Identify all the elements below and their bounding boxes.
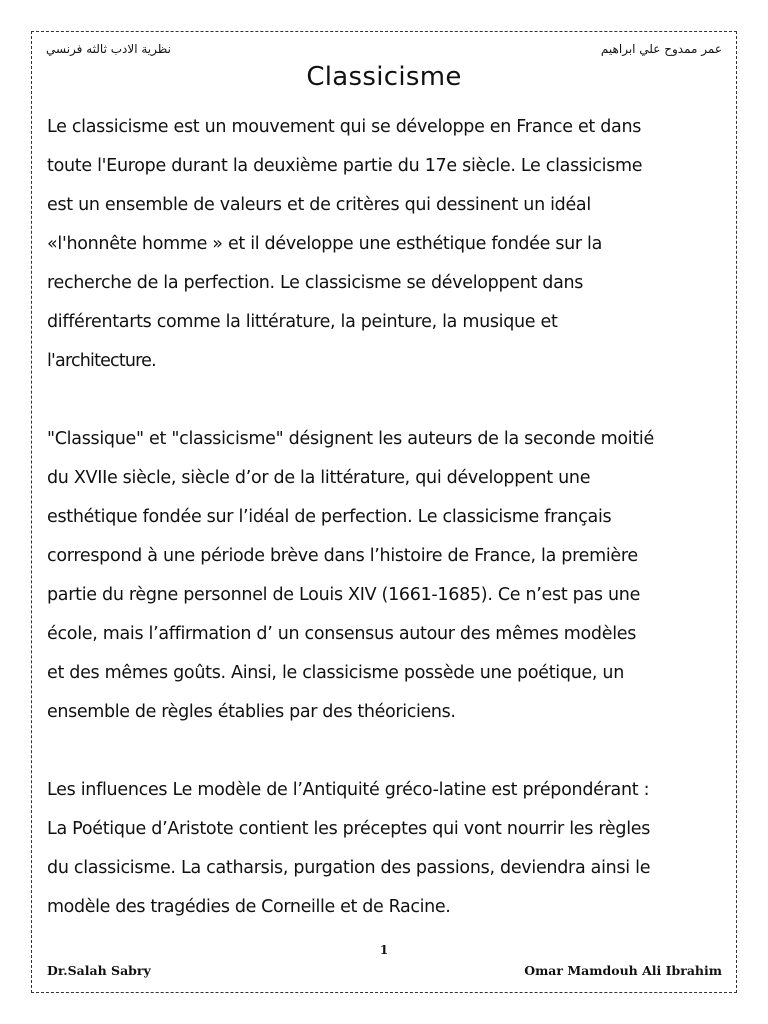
document-title: Classicisme: [306, 62, 462, 92]
header-student-name: عمر ممدوح علي ابراهيم: [600, 42, 722, 56]
text-line: du classicisme. La catharsis, purgation des passions, deviendra ainsi le: [47, 858, 651, 878]
paragraph-spacer: [47, 732, 737, 771]
text-line: correspond à une période brève dans l’histoire de France, la première: [47, 546, 638, 566]
text-line: ensemble de règles établies par des théoriciens.: [47, 702, 456, 722]
text-line: modèle des tragédies de Corneille et de Racine.: [47, 897, 451, 917]
text-line: est un ensemble de valeurs et de critères qui dessinent un idéal: [47, 195, 591, 215]
page-number: 1: [379, 943, 389, 957]
paragraph-spacer: [47, 381, 737, 420]
text-line: l'architecture.: [47, 351, 156, 371]
text-line: "Classique" et "classicisme" désignent les auteurs de la seconde moitié: [47, 429, 654, 449]
text-line: différentarts comme la littérature, la peinture, la musique et: [47, 312, 558, 332]
document-body: [47, 108, 737, 927]
text-line: Le classicisme est un mouvement qui se développe en France et dans: [47, 117, 642, 137]
text-line: partie du règne personnel de Louis XIV (1661-1685). Ce n’est pas une: [47, 585, 641, 605]
text-line: La Poétique d’Aristote contient les préceptes qui vont nourrir les règles: [47, 819, 651, 839]
text-line: recherche de la perfection. Le classicisme se développent dans: [47, 273, 584, 293]
paragraph-1: [47, 108, 737, 381]
text-line: esthétique fondée sur l’idéal de perfection. Le classicisme français: [47, 507, 612, 527]
paragraph-3: [47, 771, 737, 927]
text-line: Les influences Le modèle de l’Antiquité gréco-latine est prépondérant :: [47, 780, 650, 800]
text-line: et des mêmes goûts. Ainsi, le classicisme possède une poétique, un: [47, 663, 624, 683]
footer-student-name: Omar Mamdouh Ali Ibrahim: [524, 963, 722, 978]
text-line: «l'honnête homme » et il développe une esthétique fondée sur la: [47, 234, 603, 254]
header-course-title: نظرية الادب ثالثه فرنسي: [46, 42, 171, 56]
text-line: école, mais l’affirmation d’ un consensus autour des mêmes modèles: [47, 624, 637, 644]
paragraph-2: [47, 420, 737, 732]
text-line: du XVIIe siècle, siècle d’or de la littérature, qui développent une: [47, 468, 591, 488]
footer-professor-name: Dr.Salah Sabry: [47, 963, 151, 978]
text-line: toute l'Europe durant la deuxième partie du 17e siècle. Le classicisme: [47, 156, 643, 176]
